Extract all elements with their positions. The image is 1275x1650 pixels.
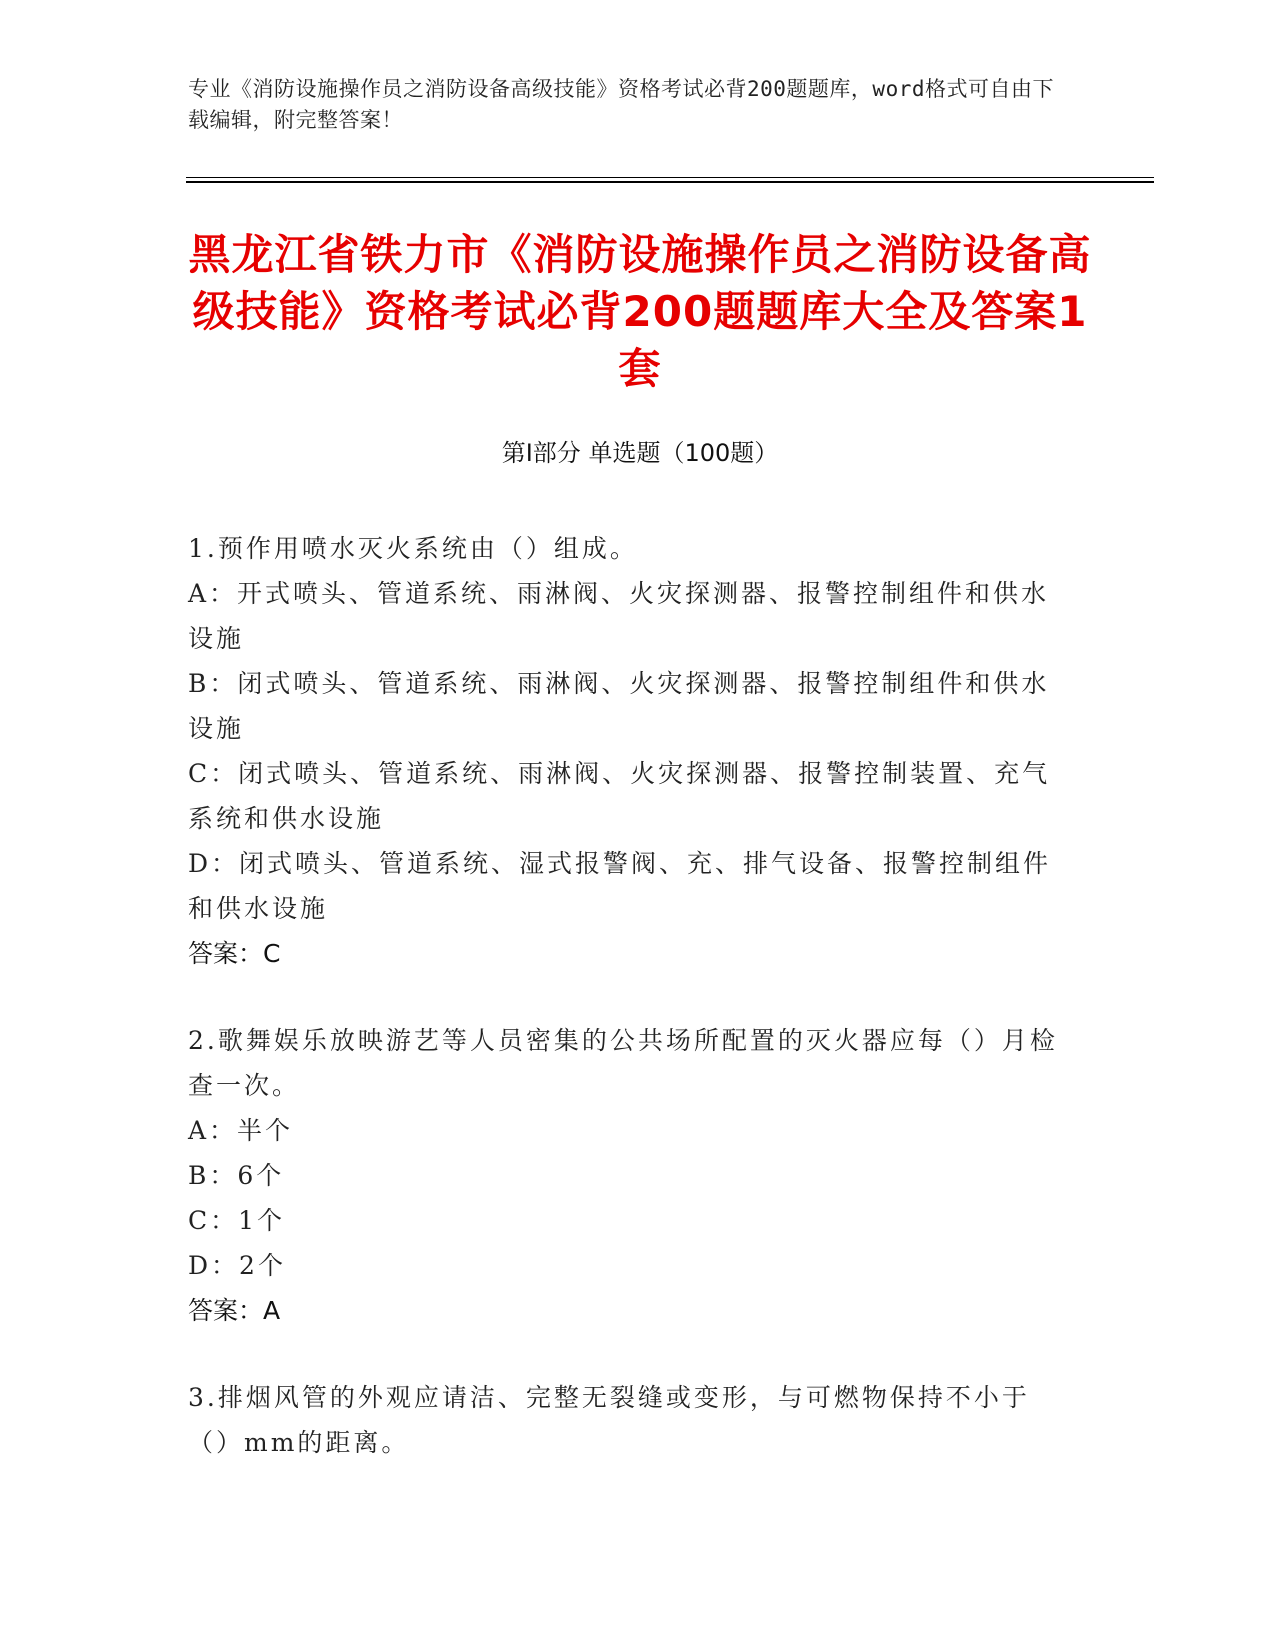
option-c: C：1个 (188, 1206, 286, 1235)
question-list (188, 526, 1068, 1507)
question-1 (188, 526, 1068, 976)
question-3 (188, 1375, 1068, 1465)
option-a: A：开式喷头、管道系统、雨淋阀、火灾探测器、报警控制组件和供水设施 (188, 579, 1050, 653)
option-b: B：6个 (188, 1161, 285, 1190)
question-2 (188, 1018, 1068, 1333)
header-divider-thick (186, 181, 1154, 183)
option-d: D：2个 (188, 1251, 286, 1280)
section-heading: 第Ⅰ部分 单选题（100题） (501, 439, 779, 467)
answer-line: 答案：A (188, 1296, 281, 1325)
option-b: B：闭式喷头、管道系统、雨淋阀、火灾探测器、报警控制组件和供水设施 (188, 669, 1050, 743)
answer-line: 答案：C (188, 939, 281, 968)
option-a: A：半个 (188, 1116, 294, 1145)
question-stem: 3.排烟风管的外观应请洁、完整无裂缝或变形，与可燃物保持不小于（）mm的距离。 (188, 1383, 1030, 1457)
document-title: 黑龙江省铁力市《消防设施操作员之消防设备高级技能》资格考试必背200题题库大全及答案1套 (188, 230, 1092, 393)
question-stem: 2.歌舞娱乐放映游艺等人员密集的公共场所配置的灭火器应每（）月检查一次。 (188, 1026, 1058, 1100)
option-d: D：闭式喷头、管道系统、湿式报警阀、充、排气设备、报警控制组件和供水设施 (188, 849, 1052, 923)
header-divider-thin (186, 177, 1154, 178)
option-c: C：闭式喷头、管道系统、雨淋阀、火灾探测器、报警控制装置、充气系统和供水设施 (188, 759, 1051, 833)
question-stem: 1.预作用喷水灭火系统由（）组成。 (188, 534, 638, 563)
header-note: 专业《消防设施操作员之消防设备高级技能》资格考试必背200题题库，word格式可自由下载编辑，附完整答案！ (188, 77, 1054, 132)
